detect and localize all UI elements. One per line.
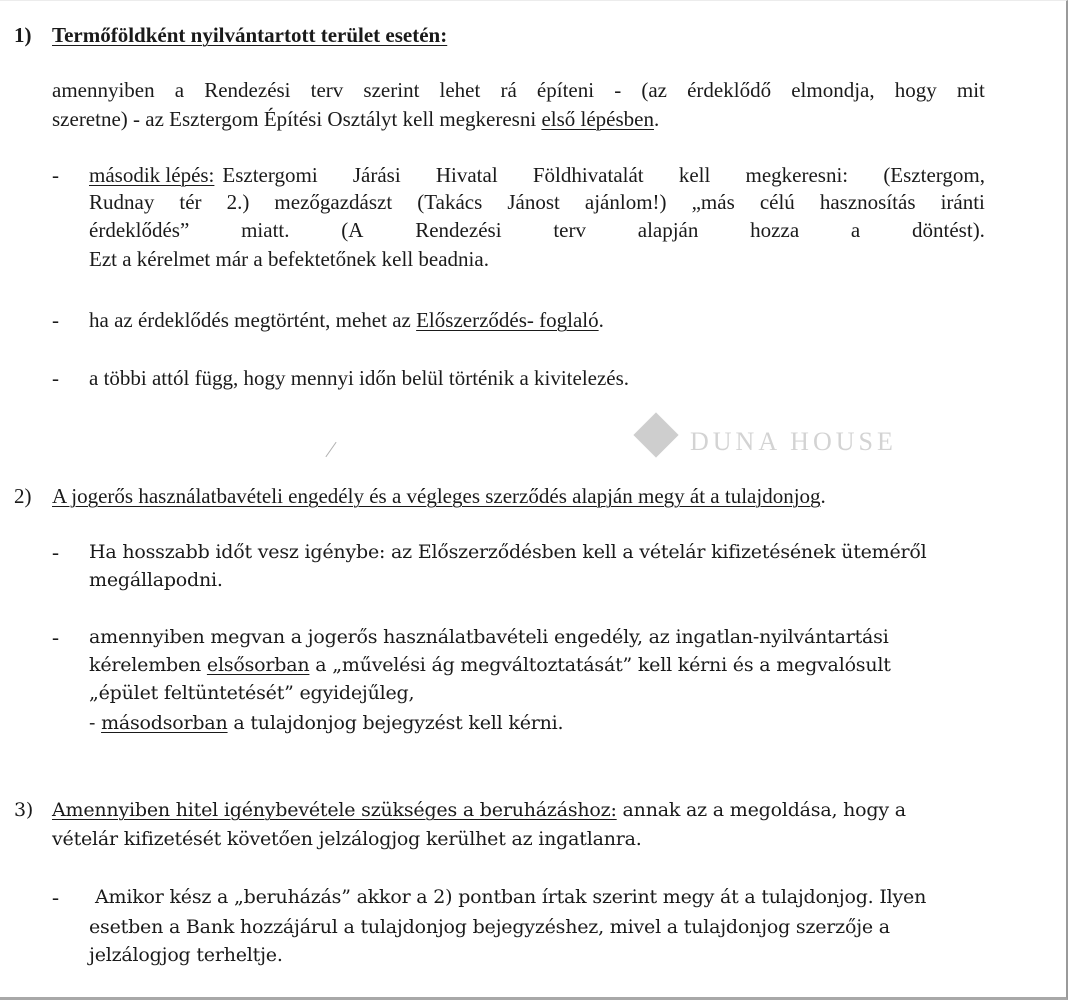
word: célú: [759, 190, 795, 214]
bullet-dash: -: [52, 366, 59, 390]
section-2-heading-end: .: [820, 484, 826, 508]
word: alapján: [637, 218, 699, 242]
section-3-line-2: vételár kifizetését követően jelzálogjog kerülhet az ingatlanra.: [52, 828, 642, 850]
section-1-heading: Termőföldként nyilvántartott terület esetén:: [52, 23, 448, 47]
word: Esztergomi: [222, 163, 318, 187]
word: a: [850, 218, 861, 242]
word: tér: [179, 190, 202, 214]
word: építeni: [536, 78, 595, 102]
word: érdeklődő: [687, 78, 772, 102]
intro-text: szeretne) - az Esztergom Építési Osztályt kell megkeresni: [52, 107, 542, 131]
bullet-dash: -: [52, 308, 59, 332]
word: lehet: [439, 78, 481, 102]
word: hasznosítás: [819, 190, 916, 214]
word: szerint: [363, 78, 420, 102]
section-2-bullet-1-line-2: megállapodni.: [89, 569, 223, 591]
word: megkeresni:: [745, 163, 849, 187]
bullet-underlined-label: második lépés:: [89, 163, 215, 187]
word: Járási: [352, 163, 401, 187]
word: Rudnay: [89, 190, 155, 214]
text: a „művelési ág megváltoztatását” kell kérni és a megvalósult: [309, 654, 891, 676]
bullet-dash: -: [52, 163, 59, 187]
section-1-bullet-1-line-1: [89, 162, 985, 188]
section-3-heading-rest: annak az a megoldása, hogy a: [616, 799, 906, 821]
underlined: elsősorban: [206, 654, 310, 676]
text: a tulajdonjog bejegyzést kell kérni.: [227, 712, 564, 734]
word: terv: [553, 218, 586, 242]
text: kérelemben: [89, 654, 207, 676]
sub-dash: -: [89, 712, 102, 734]
word: Rendezési: [415, 218, 502, 242]
section-3-heading: [52, 797, 906, 823]
word: amennyiben: [52, 78, 155, 102]
word: kell: [678, 163, 711, 187]
section-2-heading-text: A jogerős használatbavételi engedély és a végleges szerződés alapján megy át a tulajdonjog: [52, 484, 821, 508]
word: (Takács: [417, 190, 483, 214]
intro-underlined: első lépésben: [541, 107, 654, 131]
section-1-bullet-2: [89, 307, 604, 333]
duna-house-watermark: [640, 413, 940, 469]
scan-mark: [325, 442, 336, 457]
word: elmondja,: [791, 78, 875, 102]
section-2-bullet-1-line-1: Ha hosszabb időt vesz igénybe: az Előszerződésben kell a vételár kifizetésének üteméről: [89, 541, 927, 563]
section-1-bullet-1-line-3: [89, 217, 985, 243]
intro-end: .: [653, 107, 660, 131]
section-1-intro-line-2: [52, 106, 659, 132]
section-3-number: 3): [14, 799, 34, 821]
word: hozza: [750, 218, 800, 242]
word: (az: [641, 78, 667, 102]
word: Rendezési: [204, 78, 291, 102]
section-1-bullet-1-line-2: [89, 189, 985, 215]
word: a: [174, 78, 185, 102]
word: (A: [341, 218, 364, 242]
section-2-number: 2): [14, 484, 32, 508]
section-2-bullet-2-line-1: amennyiben megvan a jogerős használatbavételi engedély, az ingatlan-nyilvántartási: [89, 626, 889, 648]
bullet-dash: -: [52, 540, 59, 564]
word: döntést).: [912, 218, 985, 242]
section-2-bullet-2-line-3: „épület feltüntetését” egyidejűleg,: [89, 682, 415, 704]
section-3-bullet-1-line-2: esetben a Bank hozzájárul a tulajdonjog bejegyzéshez, mivel a tulajdonjog szerzője a: [89, 916, 890, 938]
word: 2.): [226, 190, 250, 214]
section-1-number: 1): [14, 23, 32, 47]
underlined: másodsorban: [101, 712, 228, 734]
word: rá: [500, 78, 517, 102]
section-2-bullet-2-line-4: [89, 710, 563, 736]
word: érdeklődés”: [89, 218, 190, 242]
word: hogy: [894, 78, 937, 102]
section-2-bullet-2-line-2: [89, 652, 891, 678]
bullet-end: .: [598, 308, 604, 332]
section-1-bullet-1-line-4: Ezt a kérelmet már a befektetőnek kell beadnia.: [89, 247, 489, 271]
bullet-dash: -: [52, 625, 59, 649]
diamond-logo-icon: [633, 412, 678, 457]
word: „más: [691, 190, 735, 214]
section-3-heading-underlined: Amennyiben hitel igénybevétele szükséges a beruházáshoz:: [52, 799, 617, 821]
bullet-text: ha az érdeklődés megtörtént, mehet az: [89, 308, 417, 332]
word: ajánlom!): [584, 190, 667, 214]
word: (Esztergom,: [883, 163, 985, 187]
bullet-line-rest: [222, 162, 985, 188]
word: mit: [956, 78, 985, 102]
bullet-dash: -: [52, 885, 59, 909]
word: terv: [310, 78, 344, 102]
section-1-bullet-3: a többi attól függ, hogy mennyi időn belül történik a kivitelezés.: [89, 366, 630, 390]
word: -: [614, 78, 622, 102]
word: miatt.: [241, 218, 290, 242]
section-3-bullet-1-line-1: Amikor kész a „beruházás” akkor a 2) pontban írtak szerint megy át a tulajdonjog. Ilyen: [95, 886, 927, 908]
watermark-text: DUNA HOUSE: [690, 427, 897, 456]
section-2-heading: [52, 483, 826, 509]
bullet-underlined: Előszerződés- foglaló: [416, 308, 599, 332]
word: Hivatal: [435, 163, 498, 187]
section-3-bullet-1-line-3: jelzálogjog terheltje.: [89, 944, 283, 966]
word: mezőgazdászt: [274, 190, 393, 214]
section-1-intro-line-1: [52, 77, 985, 103]
word: iránti: [940, 190, 985, 214]
word: Földhivatalát: [532, 163, 644, 187]
word: Jánost: [507, 190, 560, 214]
